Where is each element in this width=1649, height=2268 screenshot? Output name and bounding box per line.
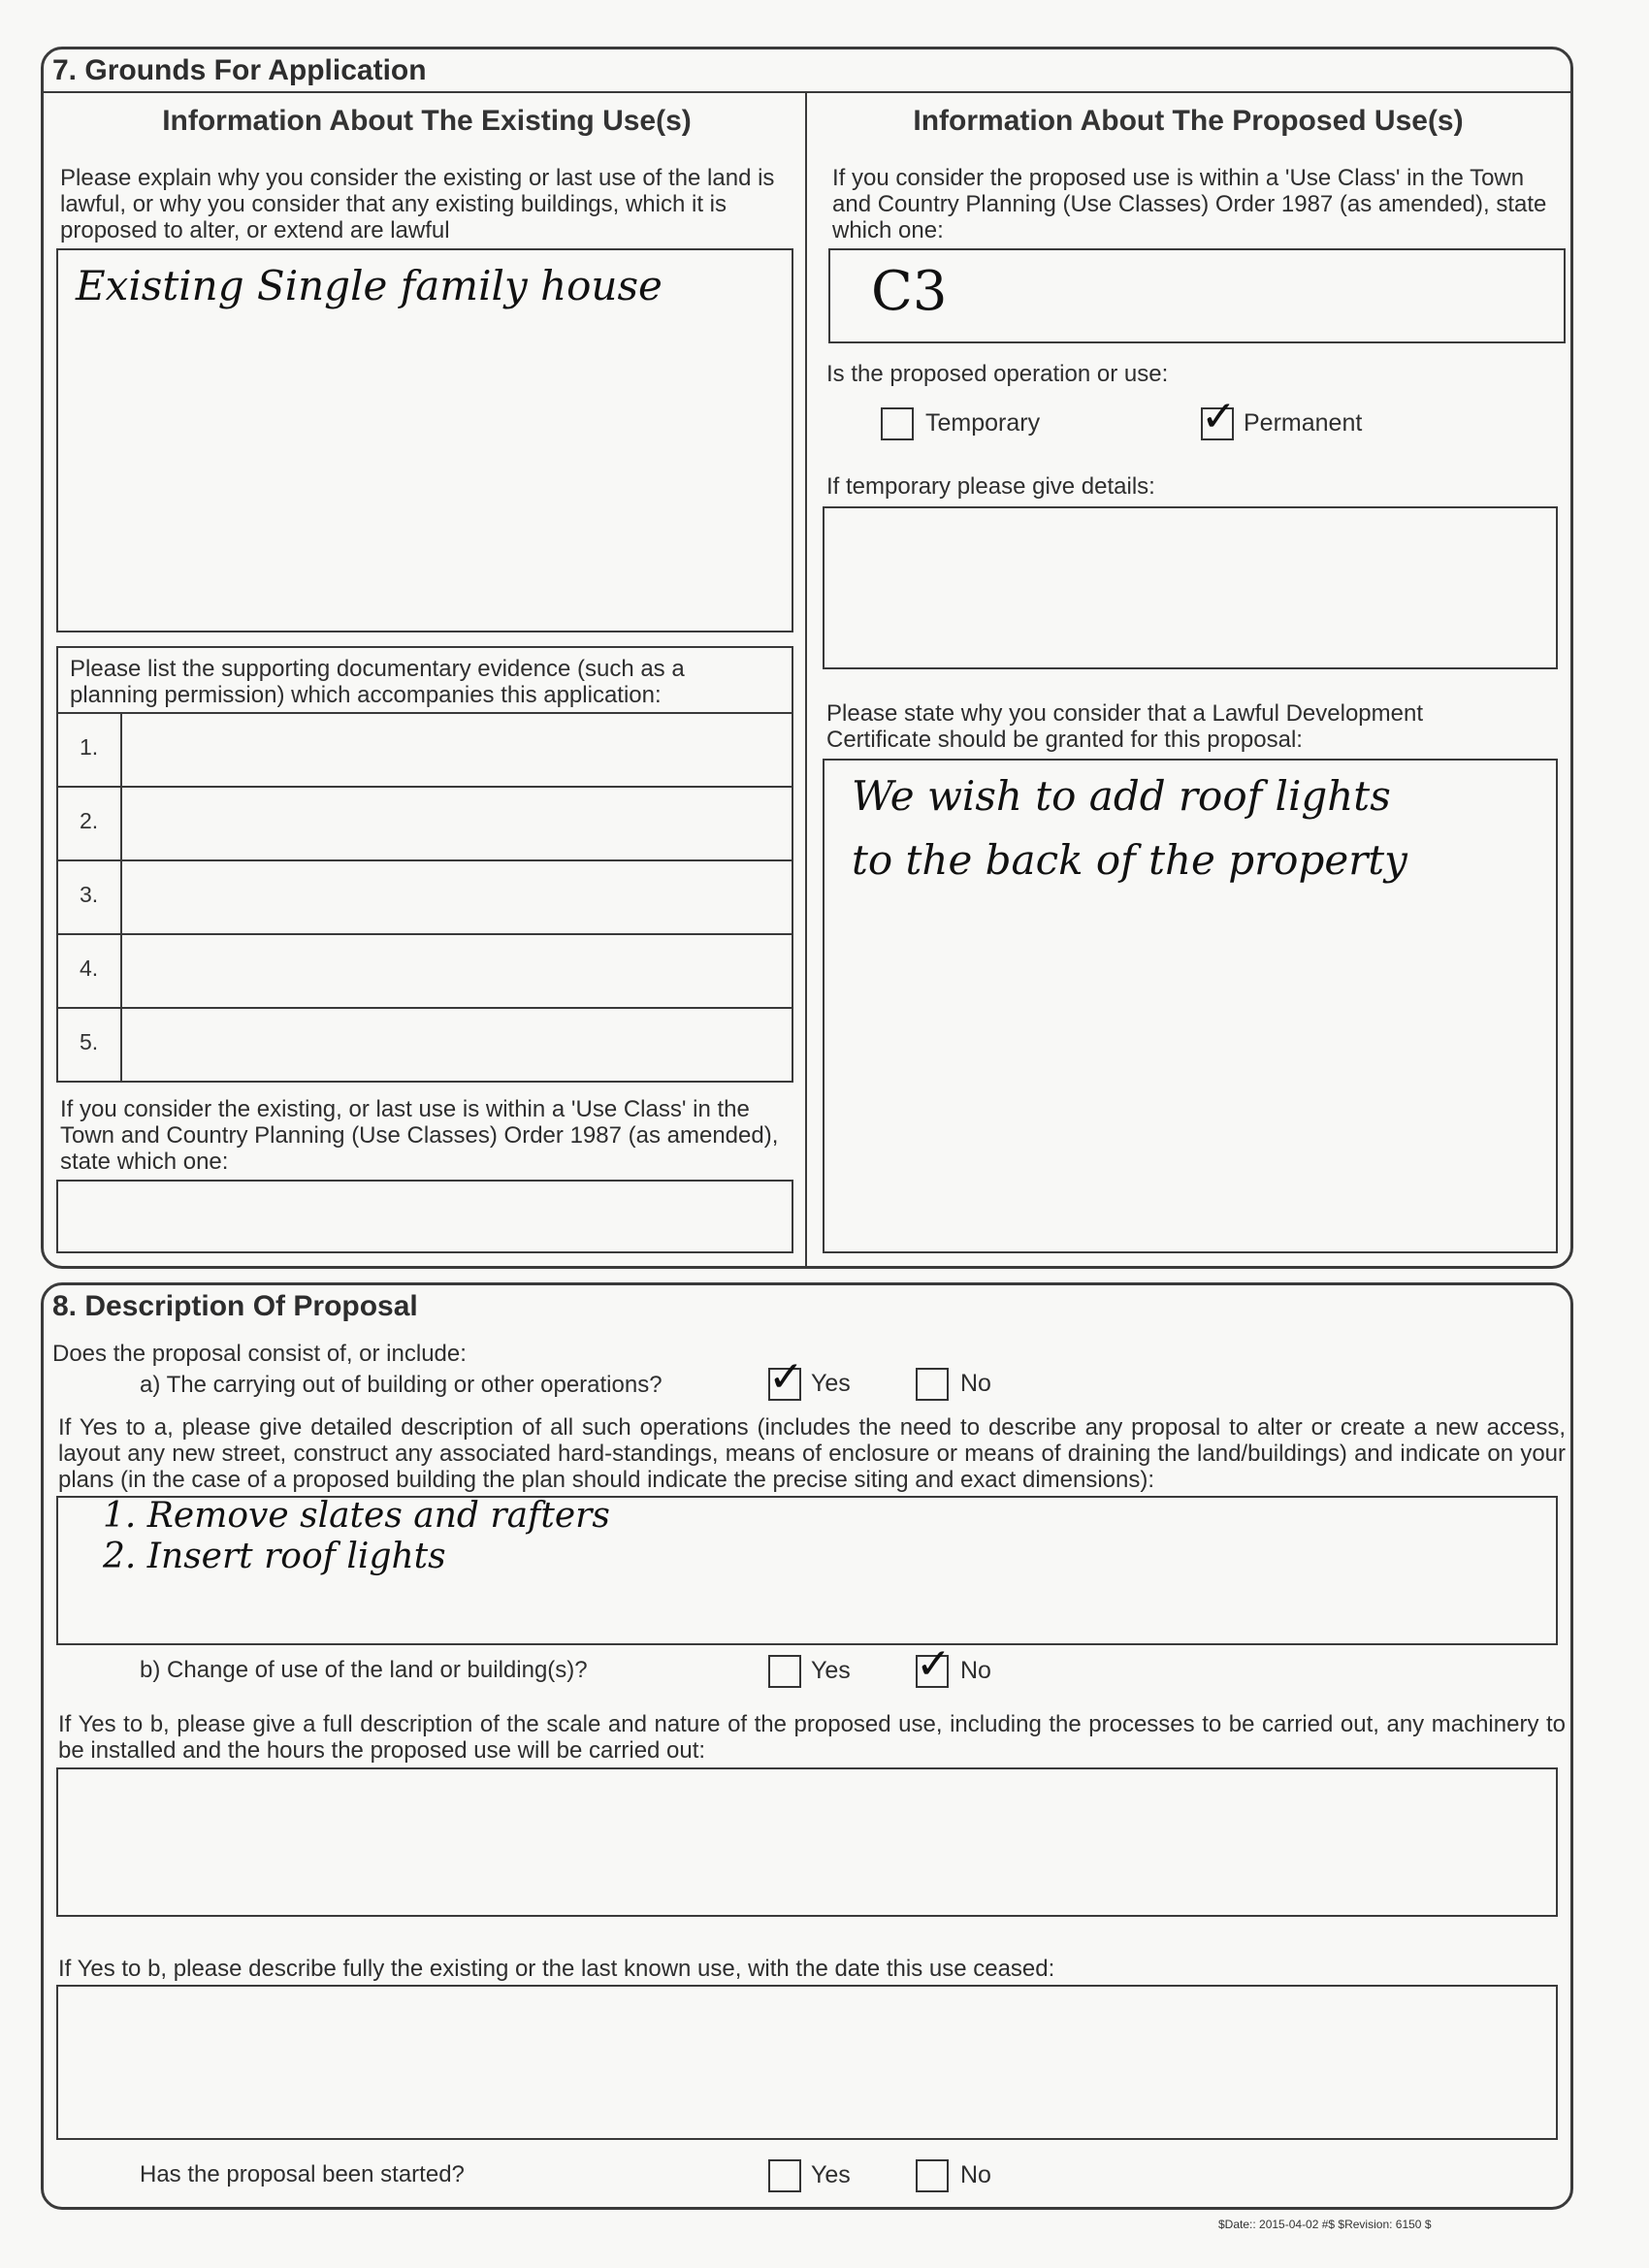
question-b: b) Change of use of the land or building(s)?	[140, 1657, 588, 1683]
question-b-yes-checkbox[interactable]	[768, 1655, 801, 1688]
b-scale-field[interactable]	[56, 1767, 1558, 1917]
question-started: Has the proposal been started?	[140, 2161, 465, 2187]
evidence-field-3[interactable]	[122, 861, 792, 933]
operation-prompt: Is the proposed operation or use:	[826, 361, 1169, 387]
existing-explain-answer: Existing Single family house	[76, 262, 663, 309]
lawful-answer-line-1: We wish to add roof lights	[852, 772, 1391, 820]
evidence-field-5[interactable]	[122, 1009, 792, 1081]
evidence-field-1[interactable]	[122, 714, 792, 786]
question-a-no-checkbox[interactable]	[916, 1368, 949, 1401]
evidence-row-number: 3.	[80, 882, 99, 907]
evidence-field-2[interactable]	[122, 788, 792, 859]
b-scale-prompt: If Yes to b, please give a full description of the scale and nature of the proposed use, including the processes to be carried out, any machinery to be installed and the hours the proposed use will be carried out:	[58, 1711, 1566, 1764]
evidence-row-number: 1.	[80, 734, 99, 760]
check-mark-icon: ✓	[1201, 392, 1237, 441]
lawful-answer-line-2: to the back of the property	[852, 836, 1407, 884]
evidence-row-number: 4.	[80, 956, 99, 981]
question-b-no-label: No	[960, 1657, 991, 1684]
proposed-use-class-prompt: If you consider the proposed use is within a 'Use Class' in the Town and Country Planning (Use Classes) Order 1987 (as amended), state which one:	[832, 165, 1547, 243]
temporary-checkbox[interactable]	[881, 407, 914, 440]
evidence-row-number: 2.	[80, 808, 99, 833]
permanent-label: Permanent	[1244, 409, 1363, 437]
a-answer-line-2: 2. Insert roof lights	[103, 1537, 446, 1576]
started-yes-label: Yes	[811, 2161, 851, 2188]
question-a-yes-label: Yes	[811, 1370, 851, 1397]
section-8-title: 8. Description Of Proposal	[52, 1290, 418, 1322]
b-existing-prompt: If Yes to b, please describe fully the existing or the last known use, with the date this use ceased:	[58, 1956, 1055, 1982]
existing-use-heading: Information About The Existing Use(s)	[162, 105, 692, 137]
evidence-prompt: Please list the supporting documentary evidence (such as a planning permission) which accompanies this application:	[70, 656, 685, 708]
started-yes-checkbox[interactable]	[768, 2159, 801, 2192]
proposed-use-class-answer: C3	[871, 260, 948, 323]
existing-use-class-prompt: If you consider the existing, or last use is within a 'Use Class' in the Town and Country Planning (Use Classes) Order 1987 (as amended), state which one:	[60, 1096, 779, 1175]
section-7-column-divider	[805, 91, 807, 1267]
check-mark-icon: ✓	[916, 1639, 952, 1689]
a-details-prompt: If Yes to a, please give detailed description of all such operations (includes the need to describe any proposal to alter or create a new access, layout any new street, construct any associated hard-standings, means of enclosure or means of draining the land/buildings) and indicate on your plans (in the case of a proposed building the plan should indicate the precise siting and exact dimensions):	[58, 1414, 1566, 1493]
section-7-title-divider	[43, 91, 1571, 93]
temporary-label: Temporary	[925, 409, 1041, 437]
question-a-yes-checkbox[interactable]	[768, 1352, 804, 1402]
temporary-details-prompt: If temporary please give details:	[826, 473, 1155, 500]
question-b-yes-label: Yes	[811, 1657, 851, 1684]
lawful-reason-field[interactable]	[823, 759, 1558, 1253]
question-a: a) The carrying out of building or other operations?	[140, 1372, 663, 1398]
proposal-intro: Does the proposal consist of, or include:	[52, 1341, 467, 1367]
existing-use-class-field[interactable]	[56, 1180, 793, 1253]
evidence-row-number: 5.	[80, 1029, 99, 1054]
section-7-title: 7. Grounds For Application	[52, 54, 427, 86]
existing-explain-prompt: Please explain why you consider the existing or last use of the land is lawful, or why you consider that any existing buildings, which it is proposed to alter, or extend are lawful	[60, 165, 775, 243]
started-no-checkbox[interactable]	[916, 2159, 949, 2192]
temporary-details-field[interactable]	[823, 506, 1558, 669]
question-b-no-checkbox[interactable]	[916, 1639, 952, 1689]
question-a-no-label: No	[960, 1370, 991, 1397]
b-existing-field[interactable]	[56, 1985, 1558, 2140]
check-mark-icon: ✓	[768, 1352, 804, 1402]
a-answer-line-1: 1. Remove slates and rafters	[103, 1496, 610, 1536]
permanent-checkbox[interactable]	[1201, 392, 1237, 441]
proposed-use-heading: Information About The Proposed Use(s)	[913, 105, 1464, 137]
lawful-prompt: Please state why you consider that a Lawful Development Certificate should be granted for this proposal:	[826, 700, 1424, 753]
revision-footer: $Date:: 2015-04-02 #$ $Revision: 6150 $	[1218, 2218, 1432, 2231]
started-no-label: No	[960, 2161, 991, 2188]
evidence-field-4[interactable]	[122, 935, 792, 1007]
